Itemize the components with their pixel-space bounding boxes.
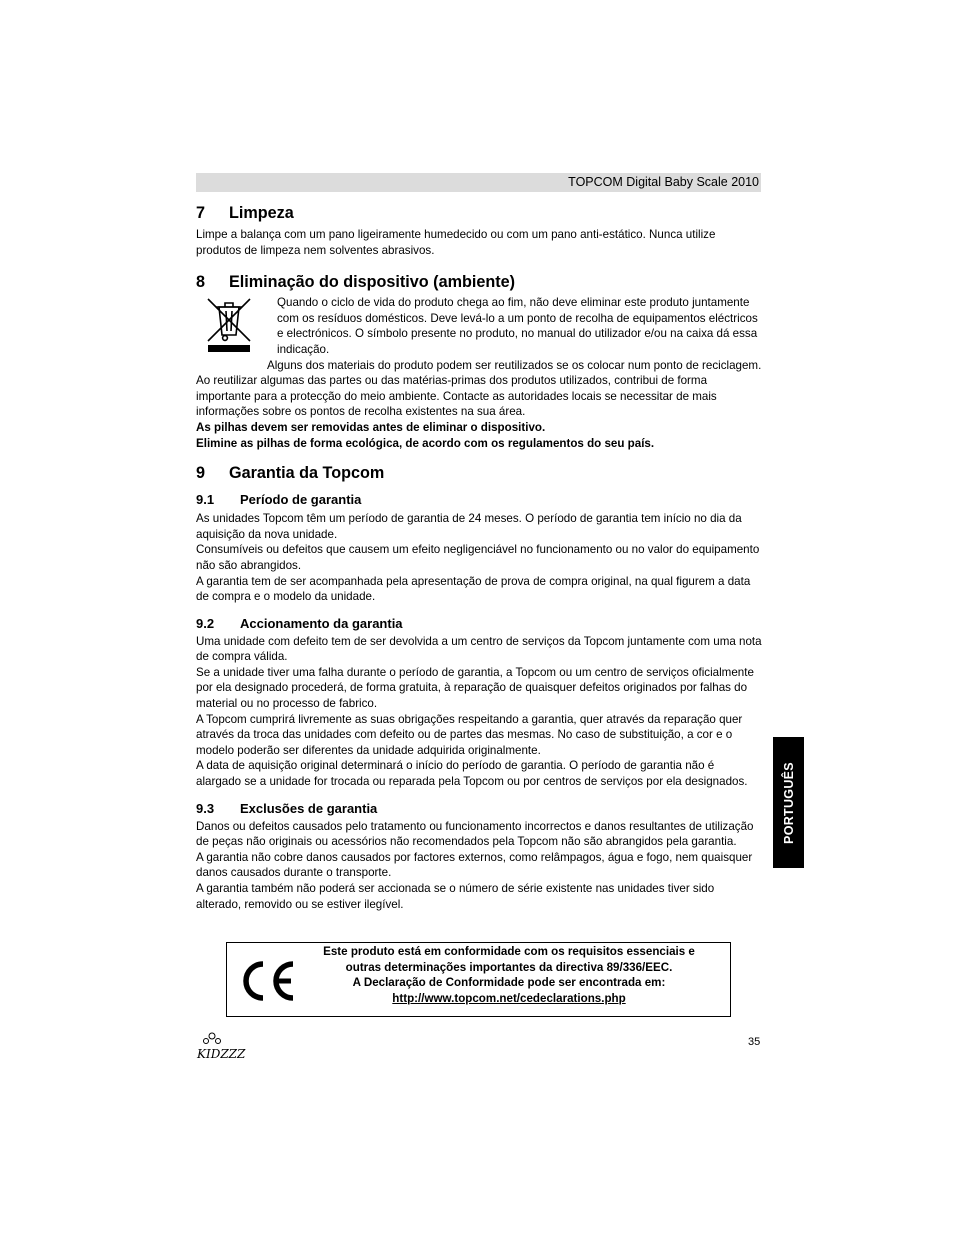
section-7-heading [196,203,762,223]
section-title: Eliminação do dispositivo (ambiente) [229,273,516,292]
document-title: TOPCOM Digital Baby Scale 2010 [568,175,759,189]
section-number: 7 [196,204,206,222]
paragraph: A garantia não cobre danos causados por factores externos, como relâmpagos, água e fogo, nem quaisquer danos causados durante o transporte. [196,850,753,880]
paragraph: Se a unidade tiver uma falha durante o período de garantia, a Topcom ou um centro de serviços oficialmente por ela designado procederá, de forma gratuita, à reparação de quaisquer defeitos originados por falhas do material ou no processo de fabrico. [196,665,754,711]
paragraph: Quando o ciclo de vida do produto chega ao fim, não deve eliminar este produto juntamente com os resíduos domésticos. Deve levá-lo a um ponto de recolha de equipamentos eléctricos e electrónicos. O símbolo presente no produto, no manual do utilizador e/ou na caixa dá essa indicação. [277,296,758,356]
page-content [196,203,762,912]
kidzzz-logo [196,1031,246,1061]
subsection-number: 9.1 [196,492,215,508]
language-tab [773,737,804,868]
subsection-title: Exclusões de garantia [240,800,378,816]
subsection-title: Período de garantia [240,492,362,508]
section-8-heading [196,272,762,292]
language-tab-label: PORTUGUÊS [781,761,796,844]
paragraph: Uma unidade com defeito tem de ser devolvida a um centro de serviços da Topcom juntamente com uma nota de compra válida. [196,634,762,664]
ce-line: A Declaração de Conformidade pode ser encontrada em: [352,976,666,990]
paragraph: A garantia também não poderá ser accionada se o número de série existente nas unidades tiver sido alterado, removido ou se estiver ilegível. [196,882,715,911]
subsection-number: 9.3 [196,800,215,816]
ce-conformity-box [226,942,731,1017]
paragraph: A garantia tem de ser acompanhada pela apresentação de prova de compra original, na qual figurem a data de compra e o modelo da unidade. [196,574,751,604]
paragraph: Consumíveis ou defeitos que causem um efeito negligenciável no funcionamento ou no valor do equipamento não são abrangidos. [196,543,760,572]
paragraph: Danos ou defeitos causados pelo tratamento ou funcionamento incorrectos e danos resultantes de utilização de peças não originais ou acessórios não recomendados pela Topcom não são abrangidos pela garantia. [196,819,754,849]
subsection-9-2-heading [196,616,762,632]
section-title: Limpeza [229,204,294,222]
ce-line: outras determinações importantes da directiva 89/336/EEC. [345,960,673,974]
page-number: 35 [748,1036,761,1048]
paragraph: As unidades Topcom têm um período de garantia de 24 meses. O período de garantia tem início no dia da aquisição da nova unidade. [196,512,742,541]
section-9-heading [196,463,762,483]
bold-notice: Elimine as pilhas de forma ecológica, de acordo com os regulamentos do seu país. [196,436,655,450]
bold-notice: As pilhas devem ser removidas antes de eliminar o dispositivo. [196,420,546,434]
ce-declaration-text [305,944,713,1006]
ce-mark-icon [237,958,299,1004]
subsection-number: 9.2 [196,615,215,631]
subsection-9-3-heading [196,801,762,817]
paragraph: A Topcom cumprirá livremente as suas obrigações respeitando a garantia, quer através da reparação quer através da troca das unidades com defeito ou de partes das mesmas. No caso de substituição, a cor e o modelo poderão ser diferentes da unidade adquirida originalmente. [196,712,743,757]
ce-declarations-link[interactable]: http://www.topcom.net/cedeclarations.php [392,991,626,1005]
logo-text: KIDZZZ [197,1047,246,1061]
paragraph: Alguns dos materiais do produto podem ser reutilizados se os colocar num ponto de reciclagem. Ao reutilizar algumas das partes ou das matérias-primas dos produtos utilizados, contribui de forma importante para a protecção do meio ambiente. Contacte as autoridades locais se necessitar de mais informações sobre os pontos de recolha existentes na sua área. [196,358,762,419]
header-bar [196,173,761,192]
weee-crossed-bin-icon [206,297,252,353]
section-number: 8 [196,273,206,292]
ce-line: Este produto está em conformidade com os requisitos essenciais e [323,945,695,958]
subsection-title: Accionamento da garantia [240,615,403,631]
paragraph: Limpe a balança com um pano ligeiramente humedecido ou com um pano anti-estático. Nunca utilize produtos de limpeza nem solventes abrasivos. [196,228,716,257]
section-title: Garantia da Topcom [229,464,385,483]
disposal-block [196,295,762,420]
paragraph: A data de aquisição original determinará o início do período de garantia. O período de garantia não é alargado se a unidade for trocada ou reparada pela Topcom ou por centros de serviços por ela designados. [196,759,748,789]
subsection-9-1-heading [196,492,762,508]
section-number: 9 [196,464,206,483]
